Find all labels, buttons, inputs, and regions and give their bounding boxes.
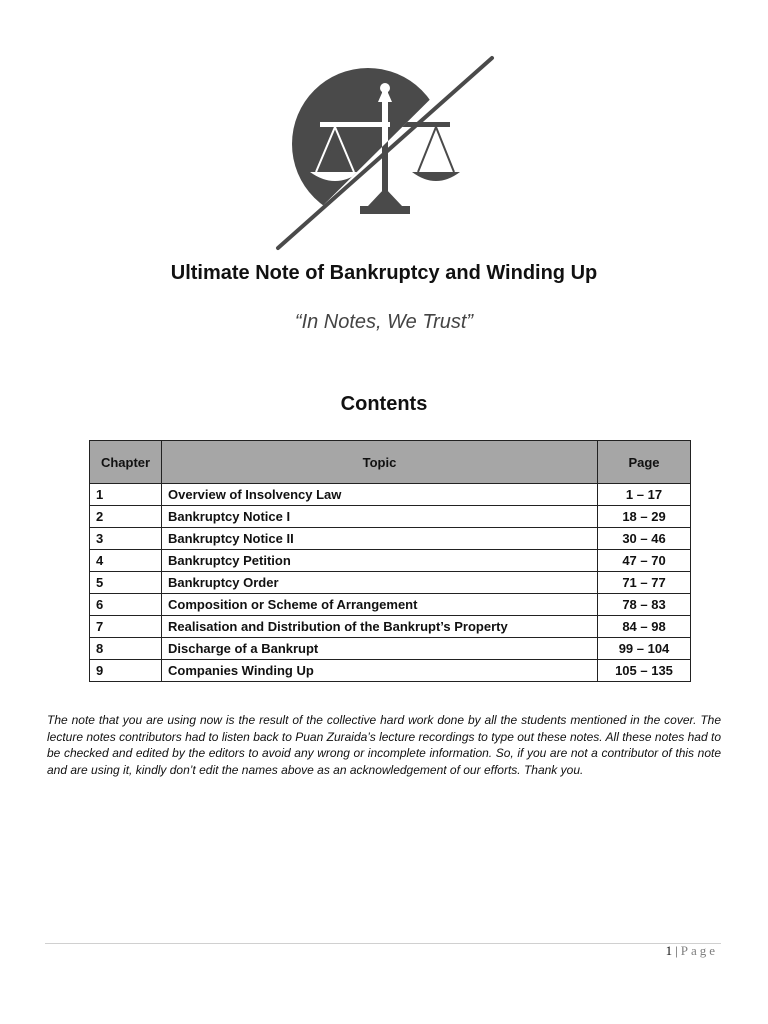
- chapter-number: 1: [90, 484, 162, 506]
- header-topic: Topic: [162, 441, 598, 484]
- chapter-topic: Companies Winding Up: [162, 660, 598, 682]
- page-number: 1: [665, 943, 673, 958]
- chapter-topic: Bankruptcy Order: [162, 572, 598, 594]
- chapter-number: 7: [90, 616, 162, 638]
- document-title: Ultimate Note of Bankruptcy and Winding Up: [170, 262, 598, 284]
- chapter-topic: Overview of Insolvency Law: [162, 484, 598, 506]
- table-row: [90, 594, 691, 616]
- page-range: 30 – 46: [598, 528, 691, 550]
- page-footer: [666, 943, 718, 959]
- chapter-number: 2: [90, 506, 162, 528]
- table-row: [90, 528, 691, 550]
- page-range: 1 – 17: [598, 484, 691, 506]
- table-row: [90, 506, 691, 528]
- contents-table: [89, 440, 691, 682]
- footer-separator: |: [675, 943, 678, 958]
- page-range: 105 – 135: [598, 660, 691, 682]
- chapter-topic: Composition or Scheme of Arrangement: [162, 594, 598, 616]
- page-range: 18 – 29: [598, 506, 691, 528]
- table-row: [90, 638, 691, 660]
- acknowledgement-note: The note that you are using now is the result of the collective hard work done by all the students mentioned in the cover. The lecture notes contributors had to listen back to Puan Zuraida’s lecture recordings to type out these notes. All these notes had to be checked and edited by the editors to avoid any wrong or incomplete information. So, if you are not a contributor of this note and are using it, kindly don’t edit the names above as an acknowledgement of our efforts. Thank you.: [47, 713, 721, 777]
- chapter-topic: Discharge of a Bankrupt: [162, 638, 598, 660]
- chapter-number: 8: [90, 638, 162, 660]
- header-page: Page: [598, 441, 691, 484]
- page-range: 47 – 70: [598, 550, 691, 572]
- chapter-topic: Bankruptcy Petition: [162, 550, 598, 572]
- scales-of-justice-icon: [272, 50, 502, 255]
- contents-heading: Contents: [340, 393, 428, 415]
- page-range: 84 – 98: [598, 616, 691, 638]
- page-range: 78 – 83: [598, 594, 691, 616]
- table-row: [90, 550, 691, 572]
- page-range: 71 – 77: [598, 572, 691, 594]
- page-range: 99 – 104: [598, 638, 691, 660]
- table-row: [90, 616, 691, 638]
- chapter-number: 6: [90, 594, 162, 616]
- chapter-topic: Bankruptcy Notice I: [162, 506, 598, 528]
- chapter-number: 9: [90, 660, 162, 682]
- tagline: “In Notes, We Trust”: [294, 311, 474, 333]
- table-header-row: [90, 441, 691, 484]
- header-chapter: Chapter: [90, 441, 162, 484]
- table-row: [90, 660, 691, 682]
- chapter-topic: Bankruptcy Notice II: [162, 528, 598, 550]
- chapter-number: 5: [90, 572, 162, 594]
- chapter-number: 4: [90, 550, 162, 572]
- table-row: [90, 484, 691, 506]
- page-label: Page: [680, 943, 718, 958]
- table-row: [90, 572, 691, 594]
- chapter-topic: Realisation and Distribution of the Bankrupt’s Property: [162, 616, 598, 638]
- chapter-number: 3: [90, 528, 162, 550]
- footer-divider: [45, 943, 721, 944]
